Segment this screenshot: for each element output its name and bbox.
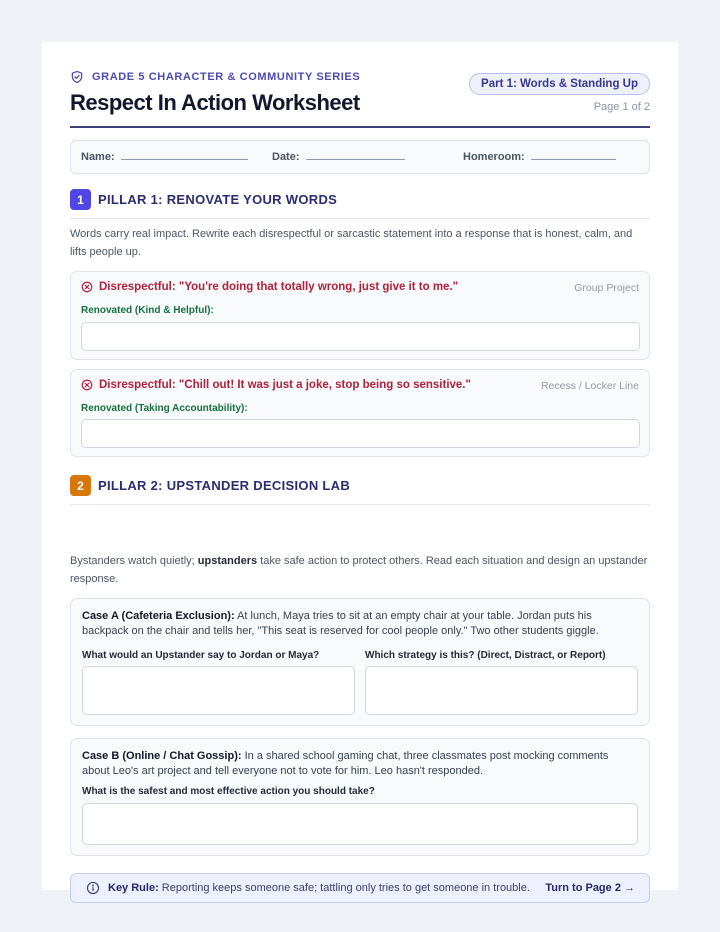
series-label xyxy=(70,70,360,84)
date-label: Date: xyxy=(272,151,300,163)
pillar2-header xyxy=(70,475,650,505)
part-badge: Part 1: Words & Standing Up xyxy=(469,73,650,95)
statement-1-text: Disrespectful: "You're doing that totally wrong, just give it to me." xyxy=(99,281,459,293)
page-number: Page 1 of 2 xyxy=(593,101,650,113)
statement-1 xyxy=(81,281,458,293)
case-a-body: At lunch, Maya tries to sit at an empty chair at your table. Jordan puts his backpack on the chair and tells her, "This seat is reserved for cool people only." Two other students giggle. xyxy=(82,610,599,637)
name-line[interactable] xyxy=(121,151,248,160)
pillar2-title: PILLAR 2: UPSTANDER DECISION LAB xyxy=(98,478,351,493)
statement-1-context: Group Project xyxy=(574,282,639,294)
worksheet-page xyxy=(42,42,678,894)
statement-2-context: Recess / Locker Line xyxy=(540,380,639,392)
case-b-question-1: What is the safest and most effective action you should take? xyxy=(82,786,375,797)
key-rule-body: Reporting keeps someone safe; tattling only tries to get someone in trouble. xyxy=(158,882,530,894)
page-title: Respect In Action Worksheet xyxy=(70,90,360,115)
homeroom-line[interactable] xyxy=(531,151,616,160)
renovated-2-answer-box[interactable] xyxy=(81,419,640,448)
x-circle-icon xyxy=(81,379,93,391)
pillar1-intro: Words carry real impact. Rewrite each disrespectful or sarcastic statement into a response that is honest, calm, and lifts people up. xyxy=(70,228,633,258)
renovated-1-label: Renovated (Kind & Helpful): xyxy=(81,305,214,316)
name-field[interactable] xyxy=(81,151,248,163)
key-rule-label: Key Rule: xyxy=(108,882,159,894)
case-a-question-1: What would an Upstander say to Jordan or Maya? xyxy=(82,650,320,661)
case-a-answer-box-2[interactable] xyxy=(365,666,638,715)
key-rule-text xyxy=(108,882,530,894)
info-icon xyxy=(86,881,100,895)
pillar1-title: PILLAR 1: RENOVATE YOUR WORDS xyxy=(98,192,338,207)
statement-card-1 xyxy=(70,271,650,360)
statement-2 xyxy=(81,379,471,391)
statement-card-2 xyxy=(70,369,650,457)
worksheet-content xyxy=(70,70,650,894)
pillar2-intro-start: Bystanders watch quietly; xyxy=(70,555,198,567)
case-b-heading: Case B (Online / Chat Gossip): xyxy=(82,750,242,762)
date-line[interactable] xyxy=(306,151,405,160)
case-b-body: In a shared school gaming chat, three classmates post mocking comments about Leo's art project and tell everyone not to vote for him. Leo hasn't responded. xyxy=(82,750,609,777)
student-info-bar xyxy=(70,140,650,174)
case-a-heading: Case A (Cafeteria Exclusion): xyxy=(82,610,235,622)
homeroom-label: Homeroom: xyxy=(463,151,525,163)
pillar2-intro-emphasis: upstanders xyxy=(197,555,258,567)
homeroom-field[interactable] xyxy=(463,151,616,163)
case-a-answer-box-1[interactable] xyxy=(82,666,355,715)
shield-check-icon xyxy=(70,70,84,84)
case-b-text xyxy=(82,749,638,778)
renovated-1-answer-box[interactable] xyxy=(81,322,640,351)
pillar1-header xyxy=(70,189,650,219)
case-b-card xyxy=(70,738,650,856)
pillar1-number: 1 xyxy=(70,189,91,210)
key-rule-banner xyxy=(70,873,650,903)
worksheet-header xyxy=(70,70,650,128)
name-label: Name: xyxy=(81,151,115,163)
series-text: GRADE 5 CHARACTER & COMMUNITY SERIES xyxy=(92,71,361,83)
pillar2-intro-end: take safe action to protect others. Read each situation and design an upstander response. xyxy=(70,555,648,585)
date-field[interactable] xyxy=(272,151,405,163)
statement-2-text: Disrespectful: "Chill out! It was just a joke, stop being so sensitive." xyxy=(99,379,471,391)
next-page-link[interactable]: Turn to Page 2 → xyxy=(545,882,635,894)
pillar2-intro xyxy=(70,552,650,588)
pillar2-number: 2 xyxy=(70,475,91,496)
case-a-card xyxy=(70,598,650,726)
x-circle-icon xyxy=(81,281,93,293)
renovated-2-label: Renovated (Taking Accountability): xyxy=(81,403,248,414)
case-b-answer-box[interactable] xyxy=(82,803,638,845)
case-a-text xyxy=(82,609,638,638)
case-a-question-2: Which strategy is this? (Direct, Distract, or Report) xyxy=(365,650,606,661)
